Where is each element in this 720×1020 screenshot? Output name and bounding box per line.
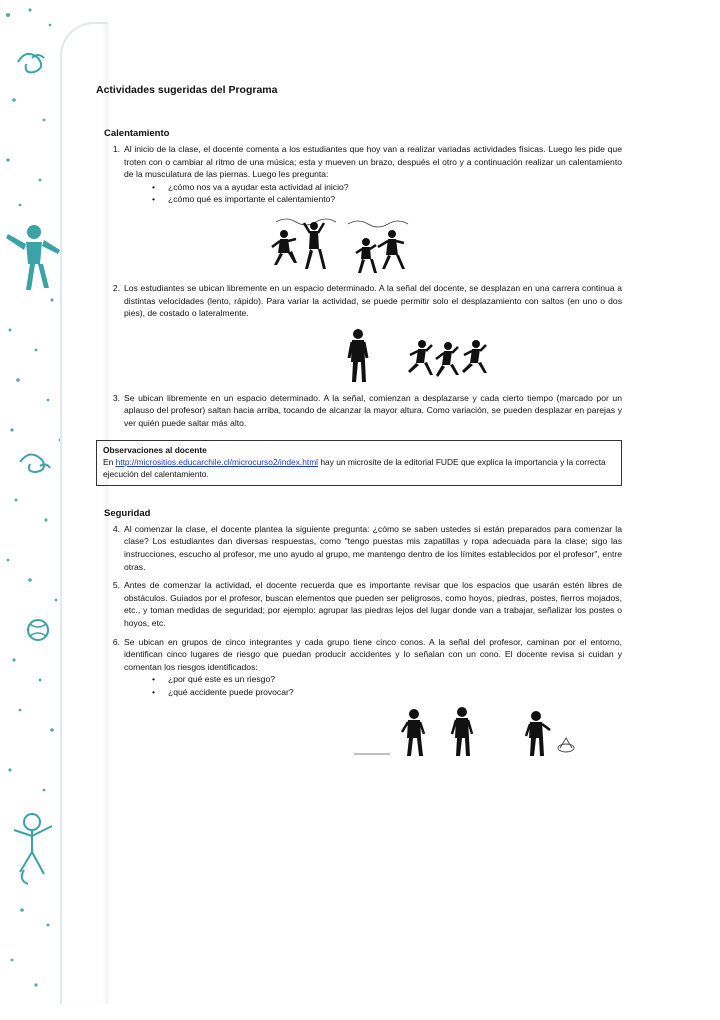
children-with-cones-illustration xyxy=(96,704,622,764)
standing-silhouette xyxy=(349,329,367,382)
activity-item xyxy=(96,392,622,430)
runner-silhouette xyxy=(462,340,487,373)
item-number: 1. xyxy=(112,144,120,154)
document-body xyxy=(96,84,622,764)
teacher-observations-box xyxy=(96,440,622,486)
child-figure-bottom xyxy=(14,814,52,884)
observations-prefix: En xyxy=(103,456,114,467)
dancer-silhouette xyxy=(356,238,377,273)
swirl-ornament-top xyxy=(18,54,44,73)
item-text: Al inicio de la clase, el docente comenta a los estudiantes que hoy van a realizar variadas actividades físicas. Luego les pide que troten con o cambiar al ritmo de una música; esta y mueven un brazo, después el otro y a continuación realizar un calentamiento de la musculatura de las piernas. Luego les pregunta: xyxy=(124,144,622,180)
item-number: 5. xyxy=(112,580,120,591)
music-notes-icon xyxy=(276,219,408,227)
activity-item xyxy=(96,143,622,206)
item-text: Al comenzar la clase, el docente plantea la siguiente pregunta: ¿cómo se saben ustedes si están preparados para comenzar la clase? Los estudiantes dan diversas respuestas, como "tengo puestas mis zapatillas y ropa adecuada para la clase; sigo las instrucciones, escucho al profesor, me uno ayudo al grupo, me mantengo dentro de los límites establecidos por el profesor", entre otras. xyxy=(124,523,622,572)
activity-item xyxy=(96,636,622,699)
question-list xyxy=(124,181,622,206)
swirl-ornament-middle xyxy=(20,454,50,472)
activity-item xyxy=(96,282,622,320)
section-title-safety: Seguridad xyxy=(104,507,151,519)
activity-item xyxy=(96,523,622,573)
dancer-silhouette xyxy=(272,230,297,265)
question-item: • ¿por qué este es un riesgo? xyxy=(152,673,622,686)
observations-title: Observaciones al docente xyxy=(103,444,207,455)
observations-text: hay un microsite de la editorial FUDE que explica la importancia y la correcta ejecución del calentamiento. xyxy=(103,456,606,480)
section-title-warmup: Calentamiento xyxy=(104,128,170,139)
child-silhouette xyxy=(402,709,424,756)
child-figure-top xyxy=(6,225,60,290)
ball-ornament xyxy=(28,620,48,640)
dancer-silhouette xyxy=(304,222,326,269)
runner-silhouette xyxy=(436,342,459,377)
child-silhouette xyxy=(526,711,550,756)
item-number: 6. xyxy=(112,636,120,647)
dancer-silhouette xyxy=(378,230,405,269)
child-silhouette xyxy=(452,707,472,756)
question-list xyxy=(124,673,622,698)
question-item: • ¿cómo nos va a ayudar esta actividad al inicio? xyxy=(152,181,622,194)
cone-sketch-icon xyxy=(558,738,574,752)
item-text: Antes de comenzar la actividad, el docente recuerda que es importante revisar que los espacios que usarán estén libres de obstáculos. Guiados por el profesor, buscan elementos que pueden ser peligrosos, como hoyos, piedras, postes, fierros mojados, etc., y toman medidas de seguridad; por ejemplo: agrupar las piedras lejos del lugar donde van a trabajar, señalizar los postes o hoyos, etc. xyxy=(124,580,622,628)
item-number: 3. xyxy=(112,392,120,403)
runner-silhouette xyxy=(408,340,433,375)
question-item: • ¿qué accidente puede provocar? xyxy=(152,686,622,699)
item-text: Se ubican en grupos de cinco integrantes y cada grupo tiene cinco conos. A la señal del profesor, caminan por el entorno, identifican cinco lugares de riesgo que puedan producir accidentes y lo señalan con un cono. El docente revisa si cuidan y comentan los riesgos identificados: xyxy=(124,636,622,672)
document-title: Actividades sugeridas del Programa xyxy=(96,84,278,96)
dot-pattern xyxy=(6,8,61,986)
item-text: Se ubican libremente en un espacio determinado. A la señal, comienzan a desplazarse y cada cierto tiempo (marcado por un aplauso del profesor) saltan hacia arriba, tocando de alcanzar la mayor altura. Como variación, se pueden desplazar en parejas y ver quién puede saltar más alto. xyxy=(124,392,622,428)
item-number: 2. xyxy=(112,282,120,293)
item-text: Los estudiantes se ubican libremente en un espacio determinado. A la señal del docente, se desplazan en una carrera continua a distintas velocidades (lento, rápido). Para variar la actividad, se puede permitir solo el desplazamiento con saltos (en uno o dos pies), de costado o lateralmente. xyxy=(124,282,622,319)
dancing-children-illustration xyxy=(96,212,622,282)
item-number: 4. xyxy=(112,523,120,534)
running-children-illustration xyxy=(96,326,622,392)
microsite-link[interactable]: http://micrositios.educarchile.cl/microcurso2/index.html xyxy=(115,456,319,467)
question-item: • ¿cómo qué es importante el calentamiento? xyxy=(152,193,622,206)
activity-item xyxy=(96,579,622,629)
